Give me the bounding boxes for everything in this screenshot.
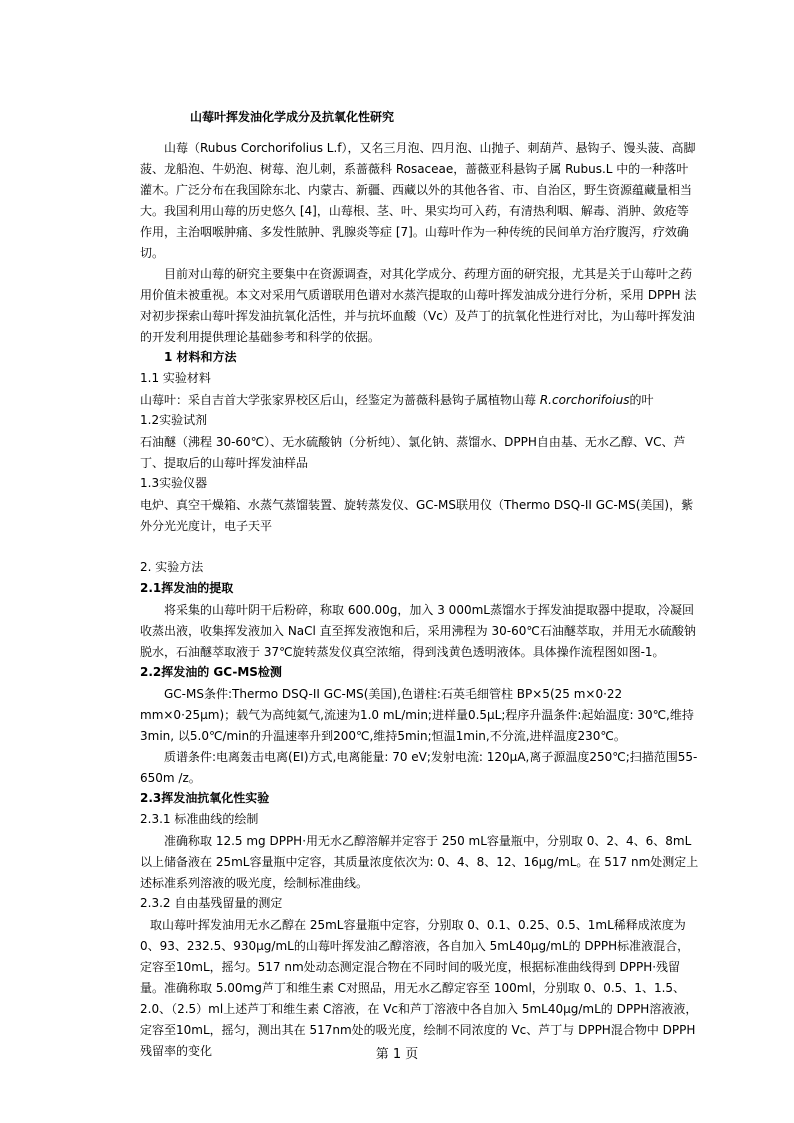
section-2-1-text: 将采集的山莓叶阴干后粉碎，称取 600.00g，加入 3 000mL蒸馏水于挥发油提取器中提取，冷凝回收蒸出液，收集挥发液加入 NaCl 直至挥发液饱和后，采用沸程为 30-60℃石油醚萃取，并用无水硫酸钠脱水，石油醚萃取液于 37℃旋转蒸发仪真空浓缩，得到浅黄色透明液体。具体操作流程图如图-1。 bbox=[140, 603, 696, 659]
section-2-3-2-text-2: 准确称取 5.00mg芦丁和维生素 C对照品，用无水乙醇定容至 100ml，分别取 0、0.5、1、1.5、2.0、（2.5）ml上述芦丁和维生素 C溶液，在 Vc和芦丁溶液中各自加入 5mL40μg/mL的 DPPH溶液液，定容至10mL，摇匀，测出其在 517nm处的吸光度，绘制不同浓度的 Vc、芦丁与 DPPH混合物中 DPPH残留率的变化 bbox=[140, 981, 698, 1058]
section-1-1-text-b: 的叶 bbox=[629, 393, 654, 407]
page-number: 第 1 页 bbox=[375, 1047, 419, 1062]
section-2-2-text-2: 质谱条件:电离轰击电离(EI)方式,电离能量: 70 eV;发射电流: 120μA,离子源温度250℃;扫描范围55-650m /z。 bbox=[140, 750, 698, 785]
section-2-3-1-text: 准确称取 12.5 mg DPPH·用无水乙醇溶解并定容于 250 mL容量瓶中，分别取 0、2、4、6、8mL以上储备液在 25mL容量瓶中定容，其质量浓度依次为: 0、4、8、12、16μg/mL。在 517 nm处测定上述标准系列溶液的吸光度，绘制标准曲线。 bbox=[140, 834, 699, 890]
section-1-heading: 1 材料和方法 bbox=[164, 350, 237, 364]
species-latin-name: R.corchorifoius bbox=[539, 393, 630, 407]
paper-title: 山莓叶挥发油化学成分及抗氧化性研究 bbox=[190, 110, 395, 124]
section-2-3-2-heading: 2.3.2 自由基残留量的测定 bbox=[140, 896, 283, 910]
section-1-3-text: 电炉、真空干燥箱、水蒸气蒸馏装置、旋转蒸发仪、GC-MS联用仪（Thermo DSQ-II GC-MS(美国)，紫外分光光度计，电子天平 bbox=[140, 498, 694, 533]
section-1-2-heading: 1.2实验试剂 bbox=[140, 413, 208, 427]
section-2-3-heading: 2.3挥发油抗氧化性实验 bbox=[140, 791, 270, 805]
section-1-1-text-a: 山莓叶：采自吉首大学张家界校区后山，经鉴定为蔷薇科悬钩子属植物山莓 bbox=[140, 393, 537, 407]
section-1-3-heading: 1.3实验仪器 bbox=[140, 476, 208, 490]
section-1-2-text: 石油醚（沸程 30-60℃）、无水硫酸钠（分析纯）、氯化钠、蒸馏水、DPPH自由基、无水乙醇、VC、芦丁、提取后的山莓叶挥发油样品 bbox=[140, 435, 686, 470]
section-2-heading: 2. 实验方法 bbox=[140, 560, 204, 574]
section-1-1-heading: 1.1 实验材料 bbox=[140, 371, 211, 385]
section-2-2-heading: 2.2挥发油的 GC-MS检测 bbox=[140, 665, 282, 679]
section-2-3-2-text-1: 取山莓叶挥发油用无水乙醇在 25mL容量瓶中定容，分别取 0、0.1、0.25、0.5、1mL稀释成浓度为 0、93、232.5、930μg/mL的山莓叶挥发油乙醇溶液，各自加入 5mL40μg/mL的 DPPH标准液混合，定容至10mL，摇匀。517 nm处动态测定混合物在不同时间的吸光度，根据标准曲线得到 DPPH·残留量。 bbox=[140, 918, 690, 995]
section-2-1-heading: 2.1挥发油的提取 bbox=[140, 581, 234, 595]
section-1-1-text bbox=[140, 390, 700, 411]
intro-paragraph-1: 山莓（Rubus Corchorifolius L.f），又名三月泡、四月泡、山抛子、刺葫芦、悬钩子、馒头菠、高脚菠、龙船泡、牛奶泡、树莓、泡儿刺，系蔷薇科 Rosaceae，蔷薇亚科悬钩子属 Rubus.L 中的一种落叶灌木。广泛分布在我国除东北、内蒙古、新疆、西藏以外的其他各省、市、自治区，野生资源蕴藏量相当大。我国利用山莓的历史悠久 [4]，山莓根、茎、叶、果实均可入药，有清热利咽、解毒、消肿、敛疮等作用，主治咽喉肿痛、多发性脓肿、乳腺炎等症 [7]。山莓叶作为一种传统的民间单方治疗腹泻，疗效确切。 bbox=[140, 141, 696, 260]
section-2-2-text-1: GC-MS条件:Thermo DSQ-II GC-MS(美国),色谱柱:石英毛细管柱 BP×5(25 m×0·22 mm×0·25μm)；载气为高纯氦气,流速为1.0 mL/min;进样量0.5μL;程序升温条件:起始温度: 30℃,维持3min, 以5.0℃/min的升温速率升到200℃,维持5min;恒温1min,不分流,进样温度230℃。 bbox=[140, 687, 694, 743]
section-2-3-1-heading: 2.3.1 标准曲线的绘制 bbox=[140, 812, 259, 826]
intro-paragraph-2: 目前对山莓的研究主要集中在资源调查，对其化学成分、药理方面的研究报，尤其是关于山莓叶之药用价值未被重视。本文对采用气质谱联用色谱对水蒸汽提取的山莓叶挥发油成分进行分析，采用 DPPH 法对初步探索山莓叶挥发油抗氧化活性，并与抗坏血酸（Vc）及芦丁的抗氧化性进行对比，为山莓叶挥发油的开发利用提供理论基础参考和科学的依据。 bbox=[140, 267, 697, 344]
